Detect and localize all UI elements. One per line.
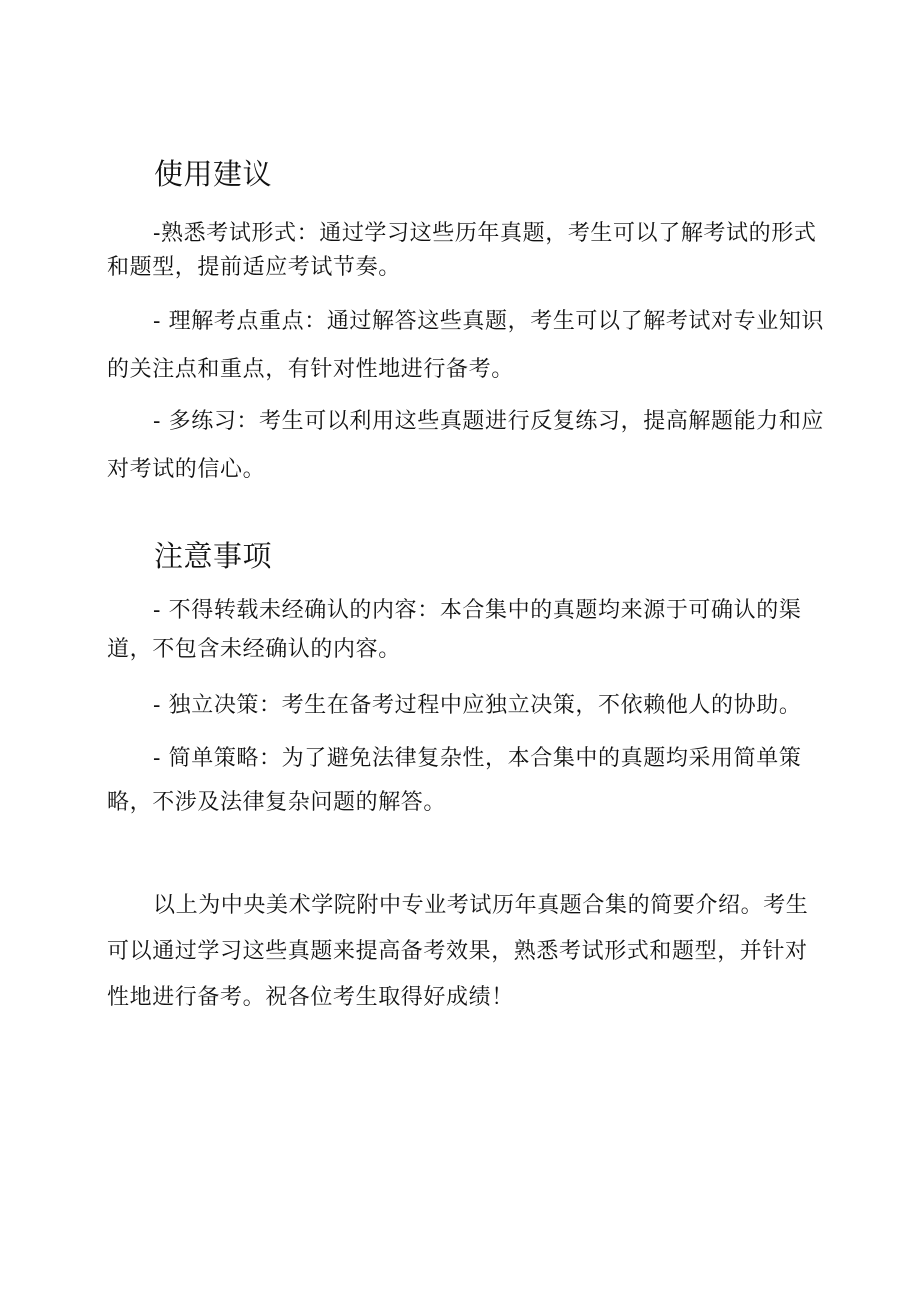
note-item-independent-decision: - 独立决策：考生在备考过程中应独立决策，不依赖他人的协助。 — [153, 693, 802, 718]
advice-item-practice: - 多练习：考生可以利用这些真题进行反复练习，提高解题能力和应对考试的信心。 — [107, 409, 825, 482]
note-item-no-unverified-content: - 不得转载未经确认的内容：本合集中的真题均来源于可确认的渠道，不包含未经确认的内容。 — [107, 598, 802, 662]
section-heading-usage-advice: 使用建议 — [154, 157, 273, 191]
section-heading-notes: 注意事项 — [154, 539, 273, 573]
advice-item-familiarize-format: -熟悉考试形式：通过学习这些历年真题，考生可以了解考试的形式和题型，提前适应考试节奏。 — [107, 221, 817, 280]
note-item-simple-strategy: - 简单策略：为了避免法律复杂性，本合集中的真题均采用简单策略，不涉及法律复杂问题的解答。 — [107, 746, 802, 815]
advice-item-understand-key-points: - 理解考点重点：通过解答这些真题，考生可以了解考试对专业知识的关注点和重点，有针对性地进行备考。 — [107, 309, 825, 382]
conclusion-paragraph: 以上为中央美术学院附中专业考试历年真题合集的简要介绍。考生可以通过学习这些真题来提高备考效果，熟悉考试形式和题型，并针对性地进行备考。祝各位考生取得好成绩！ — [107, 893, 809, 1010]
